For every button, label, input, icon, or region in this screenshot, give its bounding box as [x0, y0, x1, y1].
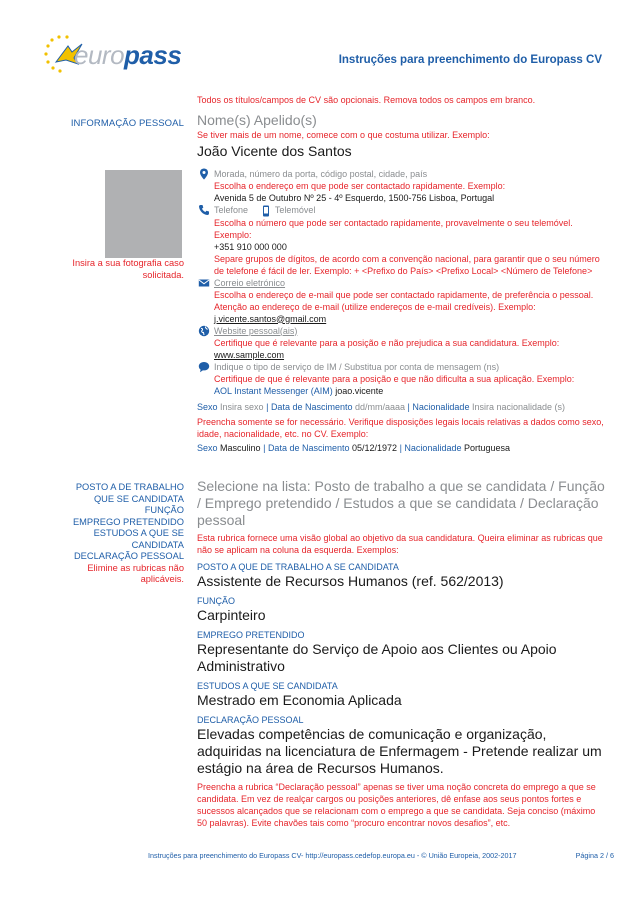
- phone-hint-format: Separe grupos de dígitos, de acordo com a convenção nacional, para garantir que o seu número de telefone é fácil de ler. Exemplo: + <Prefixo do País> <Prefixo Local> <Número de Telefone>: [214, 253, 600, 276]
- example-posto-label: POSTO A QUE DE TRABALHO A SE CANDIDATA: [197, 562, 399, 572]
- legal-hint: Preencha somente se for necessário. Verifique disposições legais locais relativas a dados como sexo, idade, nacionalidade, etc. no CV. Exemplo:: [197, 416, 604, 439]
- personal-details-example: Sexo Masculino | Data de Nascimento 05/12/1972 | Nacionalidade Portuguesa: [197, 442, 511, 453]
- declaracao-hint: Preencha a rubrica “Declaração pessoal” apenas se tiver uma noção concreta do emprego a que se candidata. Em vez de realçar cargos ou posições anteriores, dê enfase aos seus pontos fortes e sucessos alcançados que se relacionam com o emprego a que se candidata. Seja conciso (máximo 50 palavras). Evite chavões tais como “procuro encontrar novos desafios”, etc.: [197, 782, 596, 828]
- address-label: Morada, número da porta, código postal, cidade, país: [214, 169, 428, 179]
- im-row: [197, 361, 607, 397]
- example-emprego-label: EMPREGO PRETENDIDO: [197, 630, 305, 640]
- dob-value: 05/12/1972: [352, 442, 398, 453]
- europass-logo[interactable]: [74, 40, 181, 71]
- phone-row: [197, 204, 607, 277]
- name-hint: Se tiver mais de um nome, comece com o que costuma utilizar. Exemplo:: [197, 130, 490, 140]
- sex-placeholder: Insira sexo: [220, 401, 264, 412]
- envelope-icon: [197, 277, 211, 289]
- im-service: AOL Instant Messenger (AIM): [214, 385, 333, 396]
- footer-page-number: Página 2 / 6: [575, 851, 614, 860]
- section-label-personal: INFORMAÇÃO PESSOAL: [70, 118, 184, 129]
- example-funcao-value: Carpinteiro: [197, 607, 266, 623]
- position-heading: Selecione na lista: Posto de trabalho a que se candidata / Função / Emprego pretendido / Estudos a que se candidata / Declaração pessoal: [197, 478, 605, 528]
- sex-label: Sexo: [197, 401, 218, 412]
- nationality-value: Portuguesa: [463, 442, 511, 453]
- im-hint: Certifique de que é relevante para a posição e que não dificulta a sua aplicação. Exemplo:: [214, 373, 575, 384]
- phone-hint: Escolha o número que pode ser contactado rapidamente, provavelmente o seu telemóvel. Exemplo:: [214, 217, 573, 240]
- im-label: Indique o tipo de serviço de IM / Substitua por conta de mensagem (ns): [214, 361, 500, 372]
- personal-info-main: [197, 114, 607, 454]
- chat-bubble-icon: [197, 361, 211, 373]
- email-value[interactable]: j.vicente.santos@gmail.com: [214, 313, 327, 324]
- example-estudos-value: Mestrado em Economia Aplicada: [197, 692, 402, 708]
- sex-value: Masculino: [220, 442, 261, 453]
- globe-icon: [197, 325, 211, 337]
- left-label-estudos: ESTUDOS A QUE SE CANDIDATA: [93, 528, 184, 550]
- left-delete-hint: Elimine as rubricas não aplicáveis.: [87, 562, 184, 584]
- left-label-emprego: EMPREGO PRETENDIDO: [72, 516, 184, 527]
- email-label[interactable]: Correio eletrónico: [214, 277, 286, 288]
- photo-placeholder[interactable]: [105, 170, 182, 258]
- position-hint: Esta rubrica fornece uma visão global ao objetivo da sua candidatura. Queira eliminar as rubricas que não se aplicam na coluna da esquerda. Exemplos:: [197, 533, 603, 555]
- left-label-posto: POSTO A DE TRABALHO QUE SE CANDIDATA: [75, 482, 184, 504]
- left-label-funcao: FUNÇÃO: [144, 505, 184, 515]
- header-title: Instruções para preenchimento do Europass CV: [338, 54, 602, 66]
- position-main: [197, 478, 607, 829]
- address-row: [197, 168, 607, 204]
- phone-value: +351 910 000 000: [214, 241, 287, 252]
- website-label[interactable]: Website pessoal(ais): [214, 325, 298, 336]
- im-value: joao.vicente: [335, 385, 384, 396]
- sex-label-example: Sexo: [197, 442, 218, 453]
- notice-optional-fields: Todos os títulos/campos de CV são opcionais. Remova todos os campos em branco.: [197, 95, 536, 105]
- photo-hint: Insira a sua fotografia caso solicitada.: [72, 258, 184, 280]
- address-hint: Escolha o endereço em que pode ser contactado rapidamente. Exemplo:: [214, 181, 506, 191]
- nationality-label-example: Nacionalidade: [404, 442, 462, 453]
- website-value[interactable]: www.sample.com: [214, 349, 285, 360]
- dob-label: Data de Nascimento: [270, 401, 353, 412]
- footer-text: Instruções para preenchimento do Europass CV- http://europass.cedefop.europa.eu - © União Europeia, 2002-2017: [148, 851, 517, 860]
- name-value: João Vicente dos Santos: [197, 143, 352, 159]
- phone-label: Telefone: [214, 205, 249, 215]
- logo-pass: pass: [124, 40, 182, 70]
- example-posto-value: Assistente de Recursos Humanos (ref. 562/2013): [197, 573, 504, 589]
- nationality-label: Nacionalidade: [412, 401, 470, 412]
- example-emprego-value: Representante do Serviço de Apoio aos Clientes ou Apoio Administrativo: [197, 641, 557, 674]
- left-label-declaracao: DECLARAÇÃO PESSOAL: [73, 551, 184, 561]
- mobile-icon: [261, 205, 271, 217]
- email-hint: Escolha o endereço de e-mail que pode ser contactado rapidamente, de preferência o pessoal. Atenção ao endereço de e-mail (utilize endereços de e-mail credíveis). Exemplo:: [214, 289, 594, 312]
- name-heading: Nome(s) Apelido(s): [197, 112, 317, 128]
- mobile-label: Telemóvel: [274, 205, 316, 215]
- dob-placeholder: dd/mm/aaaa: [355, 401, 406, 412]
- position-left-labels: [54, 482, 184, 586]
- logo-euro: euro: [74, 40, 125, 70]
- example-declaracao-label: DECLARAÇÃO PESSOAL: [197, 715, 304, 725]
- map-pin-icon: [197, 168, 211, 180]
- personal-details-placeholder: Sexo Insira sexo | Data de Nascimento dd/mm/aaaa | Nacionalidade Insira nacionalidade (s): [197, 401, 566, 412]
- dob-label-example: Data de Nascimento: [267, 442, 350, 453]
- example-funcao-label: FUNÇÃO: [197, 596, 235, 606]
- phone-icon: [197, 204, 211, 216]
- example-declaracao-value: Elevadas competências de comunicação e organização, adquiridas na licenciatura de Enfermagem - Pretende realizar um estágio na área de Recursos Humanos.: [197, 726, 602, 776]
- website-hint: Certifique que é relevante para a posição e não prejudica a sua candidatura. Exemplo:: [214, 337, 560, 348]
- example-estudos-label: ESTUDOS A QUE SE CANDIDATA: [197, 681, 338, 691]
- address-value: Avenida 5 de Outubro Nº 25 - 4º Esquerdo, 1500-756 Lisboa, Portugal: [214, 193, 495, 203]
- nationality-placeholder: Insira nacionalidade (s): [471, 401, 566, 412]
- email-row: [197, 277, 607, 325]
- website-row: [197, 325, 607, 361]
